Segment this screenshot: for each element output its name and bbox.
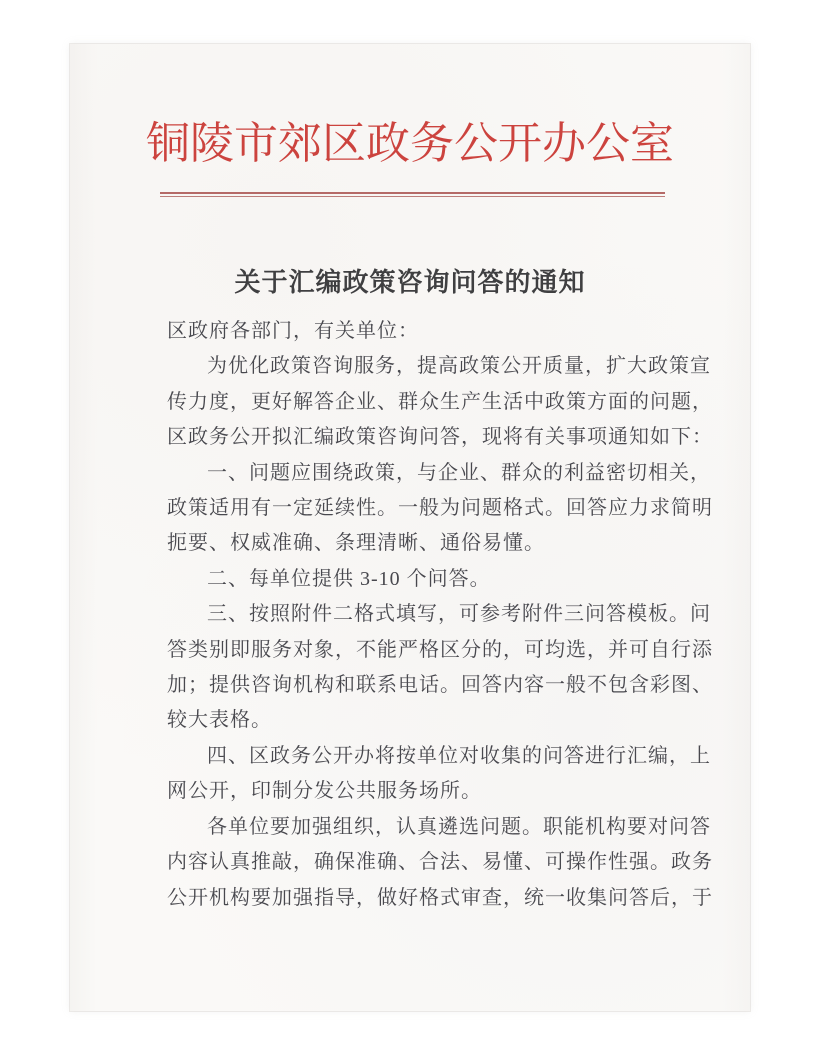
notice-body <box>167 314 713 916</box>
body-line: 政策适用有一定延续性。一般为问题格式。回答应力求简明 <box>167 497 713 520</box>
body-line: 网公开，印制分发公共服务场所。 <box>167 780 482 803</box>
body-line-item-2: 二、每单位提供 3-10 个问答。 <box>207 567 491 590</box>
body-line: 扼要、权威准确、条理清晰、通俗易懂。 <box>167 532 545 555</box>
letterhead-divider-rule <box>160 192 665 197</box>
body-line-salutation: 区政府各部门，有关单位： <box>167 320 419 342</box>
body-line: 答类别即服务对象，不能严格区分的，可均选，并可自行添 <box>167 638 713 661</box>
body-line: 较大表格。 <box>167 709 272 732</box>
letterhead-org-name: 铜陵市郊区政务公开办公室 <box>146 119 674 168</box>
notice-title: 关于汇编政策咨询问答的通知 <box>234 267 586 297</box>
scanned-paper-sheet <box>70 44 750 1011</box>
body-line-item-1: 一、问题应围绕政策，与企业、群众的利益密切相关， <box>207 461 711 484</box>
body-line-item-3: 三、按照附件二格式填写，可参考附件三问答模板。问 <box>207 603 711 626</box>
body-line: 加；提供咨询机构和联系电话。回答内容一般不包含彩图、 <box>167 674 713 697</box>
body-line-item-4: 四、区政务公开办将按单位对收集的问答进行汇编，上 <box>207 744 711 767</box>
body-line: 区政务公开拟汇编政策咨询问答，现将有关事项通知如下： <box>167 426 713 449</box>
body-line: 传力度，更好解答企业、群众生产生活中政策方面的问题， <box>167 390 713 413</box>
body-line: 内容认真推敲，确保准确、合法、易懂、可操作性强。政务 <box>167 851 713 874</box>
body-line: 公开机构要加强指导，做好格式审查，统一收集问答后，于 <box>167 886 713 909</box>
body-line: 为优化政策咨询服务，提高政策公开质量，扩大政策宣 <box>207 355 711 378</box>
body-line: 各单位要加强组织，认真遴选问题。职能机构要对问答 <box>207 815 711 838</box>
